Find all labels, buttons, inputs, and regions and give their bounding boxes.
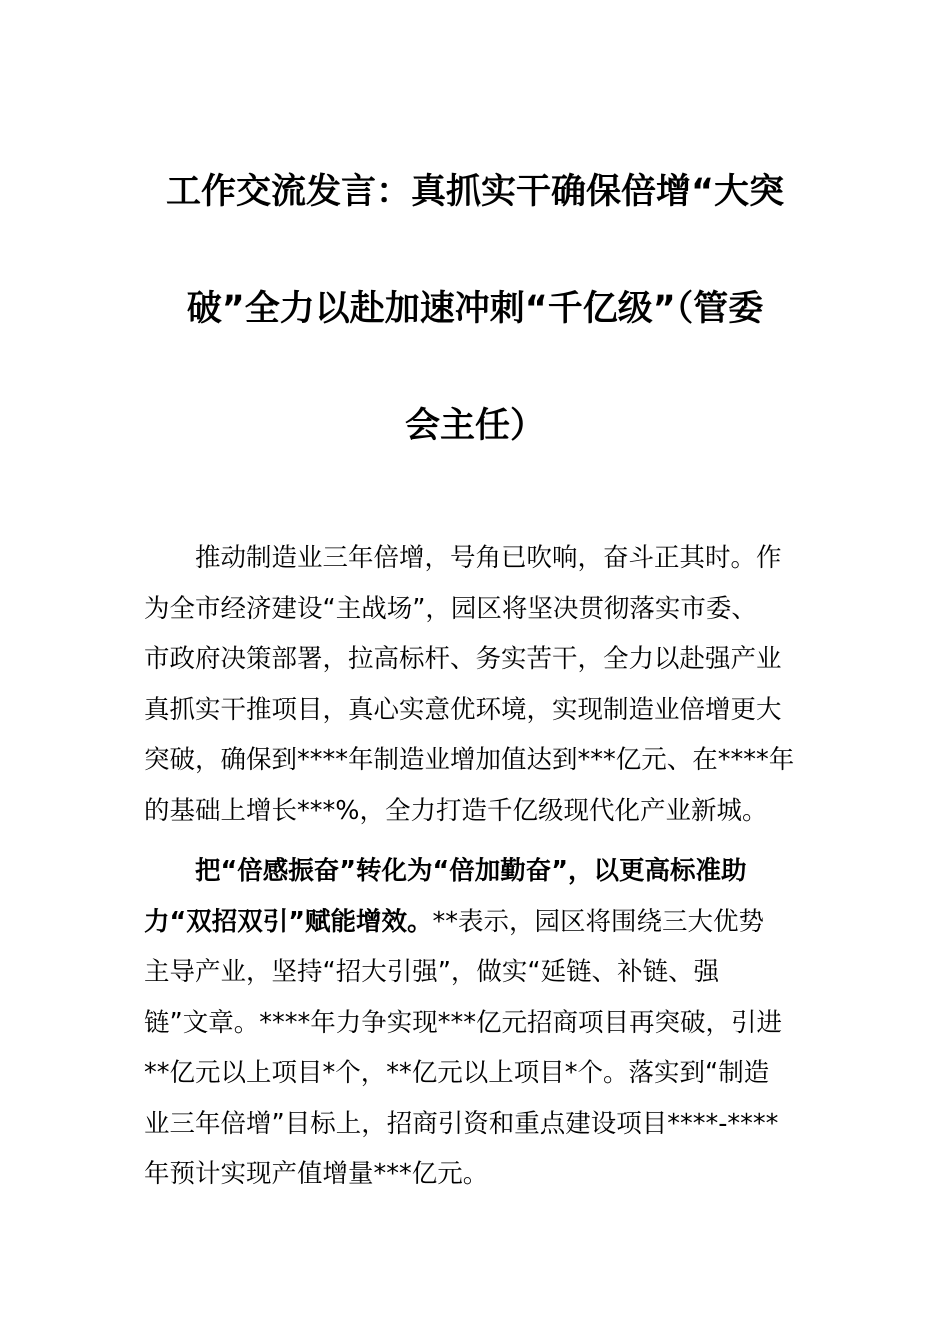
paragraph-1-line-6: 的基础上增长***%，全力打造千亿级现代化产业新城。	[144, 795, 768, 826]
paragraph-2-line-6: 业三年倍增”目标上，招商引资和重点建设项目****-****	[144, 1108, 779, 1139]
title-line-2: 破”全力以赴加速冲刺“千亿级”（管委	[186, 289, 764, 329]
paragraph-2-line-2-text: **表示，园区将围绕三大优势	[432, 906, 765, 937]
paragraph-2-heading-line-1: 把“倍感振奋”转化为“倍加勤奋”，以更高标准助	[195, 856, 747, 886]
title-line-3: 会主任）	[404, 406, 545, 446]
paragraph-2-heading-line-2: 力“双招双引”赋能增效。	[144, 906, 433, 937]
paragraph-spacer	[144, 836, 808, 846]
paragraph-1	[144, 533, 808, 836]
paragraph-1-line-2: 为全市经济建设“主战场”，园区将坚决贯彻落实市委、	[144, 593, 757, 624]
document-body	[144, 533, 808, 1200]
paragraph-1-line-1: 推动制造业三年倍增，号角已吹响，奋斗正其时。作	[195, 543, 782, 573]
paragraph-2-line-5: **亿元以上项目*个，**亿元以上项目*个。落实到“制造	[144, 1058, 770, 1088]
paragraph-2-line-3: 主导产业，坚持“招大引强”，做实“延链、补链、强	[144, 957, 720, 987]
paragraph-1-line-4: 真抓实干推项目，真心实意优环境，实现制造业倍增更大	[144, 694, 782, 725]
paragraph-2-line-2	[144, 897, 808, 948]
paragraph-1-line-3: 市政府决策部署，拉高标杆、务实苦干，全力以赴强产业	[144, 644, 782, 674]
paragraph-2-line-7: 年预计实现产值增量***亿元。	[144, 1159, 489, 1189]
paragraph-1-line-5: 突破，确保到****年制造业增加值达到***亿元、在****年	[144, 745, 795, 775]
title-line-1: 工作交流发言：真抓实干确保倍增“大突	[165, 172, 784, 212]
document-title	[140, 134, 810, 485]
paragraph-2-line-4: 链”文章。****年力争实现***亿元招商项目再突破，引进	[144, 1007, 782, 1038]
paragraph-2	[144, 846, 808, 1200]
